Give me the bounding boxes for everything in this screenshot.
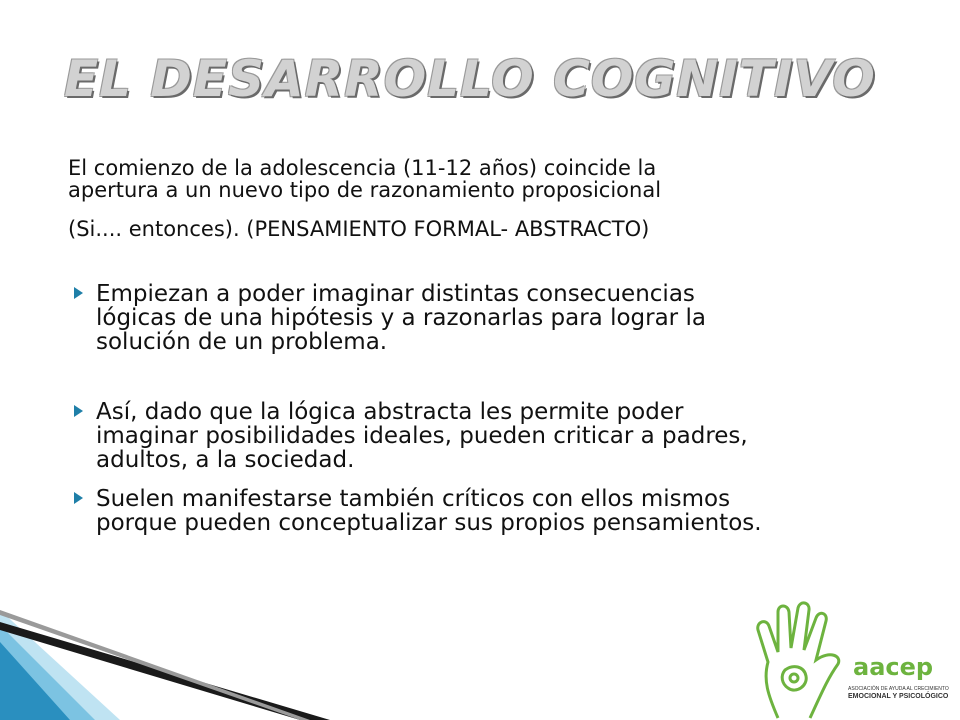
intro-line-3: (Si.... entonces). (PENSAMIENTO FORMAL- ABSTRACTO)	[68, 217, 650, 241]
bullet-line: Así, dado que la lógica abstracta les permite poder	[96, 399, 684, 425]
slide-title: EL DESARROLLO COGNITIVO	[64, 50, 876, 108]
triangle-bullet-icon	[72, 286, 84, 300]
bullet-text	[96, 282, 872, 354]
triangle-bullet-icon	[72, 491, 84, 505]
bullet-line: adultos, a la sociedad.	[96, 447, 355, 473]
intro-line-1: El comienzo de la adolescencia (11-12 años) coincide la	[68, 156, 657, 180]
bullet-item	[72, 400, 872, 472]
logo-subtitle-2: EMOCIONAL Y PSICOLÓGICO	[848, 693, 949, 700]
logo-subtitle-1: ASOCIACIÓN DE AYUDA AL CRECIMIENTO	[848, 686, 949, 692]
intro-line-3-block	[68, 218, 858, 240]
bullet-line: solución de un problema.	[96, 329, 388, 355]
bullet-item	[72, 282, 872, 354]
logo-name: aacep	[853, 653, 934, 681]
decorative-swoosh	[0, 570, 330, 720]
bullet-text	[96, 487, 872, 535]
intro-paragraph	[68, 157, 858, 201]
bullet-line: lógicas de una hipótesis y a razonarlas para lograr la	[96, 305, 706, 331]
triangle-bullet-icon	[72, 404, 84, 418]
bullet-item	[72, 487, 872, 535]
bullet-line: Empiezan a poder imaginar distintas consecuencias	[96, 281, 695, 307]
bullet-line: porque pueden conceptualizar sus propios pensamientos.	[96, 510, 762, 536]
bullet-line: Suelen manifestarse también críticos con ellos mismos	[96, 486, 731, 512]
bullet-line: imaginar posibilidades ideales, pueden criticar a padres,	[96, 423, 748, 449]
intro-line-2: apertura a un nuevo tipo de razonamiento proposicional	[68, 178, 662, 202]
bullet-text	[96, 400, 872, 472]
